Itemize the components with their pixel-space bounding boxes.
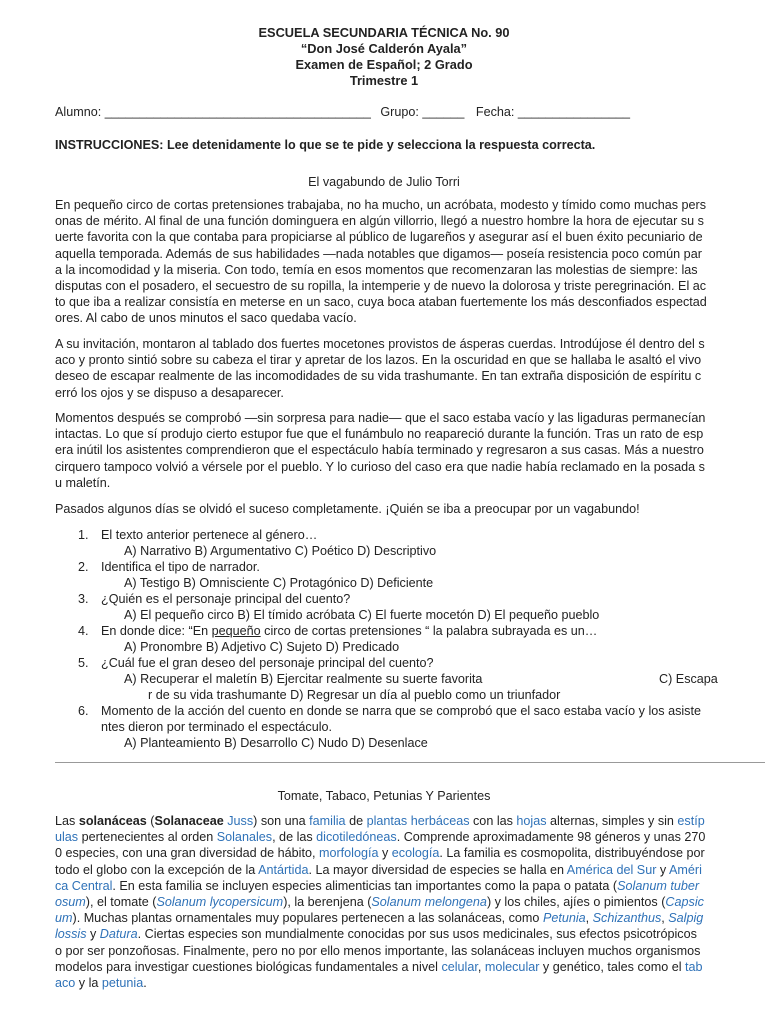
article-line <box>55 975 725 991</box>
article-text: y genético, tales como el <box>539 959 686 974</box>
article-link[interactable]: dicotiledóneas <box>316 830 397 845</box>
story-paragraph-3: Momentos después se comprobó —sin sorpresa para nadie— que el saco estaba vacío y las ligaduras permanecían intactas. Lo que sí produjo cierto estupor fue que el funámbulo no reapareció durante la función. Tras un rato de esp era inútil los asistentes comprendieron que el espectáculo había terminado y regresaron a sus casas. Más a nuestro cirquero tampoco volvió a vérsele por el pueblo. Y lo curioso del caso era que nadie había reclamado en la posada s u maletín. <box>55 411 706 490</box>
article-text: . La mayor diversidad de especies se halla en <box>308 862 567 877</box>
article-link[interactable]: Datura <box>99 927 138 942</box>
article-text: con las <box>469 814 517 828</box>
article-text: ) son una <box>253 814 310 828</box>
article-text: pertenecientes al orden <box>78 830 217 845</box>
section-divider <box>55 762 765 763</box>
article-link[interactable]: morfología <box>318 846 379 861</box>
article-text: ). Muchas plantas ornamentales muy populares pertenecen a las solanáceas, como <box>72 911 543 926</box>
question-4-options[interactable]: A) Pronombre B) Adjetivo C) Sujeto D) Predicado <box>124 640 400 654</box>
article-link[interactable]: Solanum lycopersicum <box>156 895 284 910</box>
exam-title: Examen de Español; 2 Grado <box>295 57 473 72</box>
article-link[interactable]: aco <box>55 976 76 991</box>
article-text: de <box>345 814 367 828</box>
article-text: alternas, simples y sin <box>546 814 678 828</box>
question-3: 3. ¿Quién es el personaje principal del cuento? <box>78 592 351 606</box>
question-6-cont: ntes dieron por terminado el espectáculo. <box>101 720 333 734</box>
article-line <box>55 862 725 878</box>
story-paragraph-1: En pequeño circo de cortas pretensiones trabajaba, no ha mucho, un acróbata, modesto y tímido como muchas pers onas de mérito. Al final de una función dominguera en algún villorrio, llegó a nuestro hombre la hora de ejecutar su s uerte favorita con la que contaba para propiciarse al público de lugareños y asegurar así el buen éxito pecuniario de aquella temporada. Además de sus habilidades —nada notables que digamos— poseía resistencia poco común par a la incomodidad y la miseria. Con todo, temía en esos momentos que recomenzaran las molestias de siempre: las disputas con el posadero, el secuestro de su ropilla, la intemperie y de nuevo la dolorosa y triste peregrinación. El ac to que iba a realizar consistía en meterse en un saco, cuya boca ataban fuertemente los más desconfiados espectad ores. Al cabo de unos minutos el saco quedaba vacío. <box>55 198 707 326</box>
article-link[interactable]: Capsic <box>665 895 704 910</box>
article-link[interactable]: ulas <box>55 830 79 845</box>
article-line <box>55 878 725 894</box>
article-link[interactable]: Antártida <box>258 862 309 877</box>
article-text: . Comprende aproximadamente 98 géneros y unas 270 <box>396 830 706 845</box>
article-link[interactable]: ecología <box>391 846 440 861</box>
article-text: Solanaceae <box>154 814 224 828</box>
question-5: 5. ¿Cuál fue el gran deseo del personaje principal del cuento? <box>78 656 434 670</box>
alumno-field[interactable]: Alumno: ______________________________________ <box>55 105 371 119</box>
article-text: solanáceas <box>78 814 147 828</box>
article-line <box>55 813 725 829</box>
question-1-options[interactable]: A) Narrativo B) Argumentativo C) Poético D) Descriptivo <box>124 544 437 558</box>
article-link[interactable]: Schizanthus <box>592 911 662 926</box>
article-link[interactable]: Juss <box>227 814 254 828</box>
article-line <box>55 959 725 975</box>
article-text: Las <box>55 814 79 828</box>
story-title: El vagabundo de Julio Torri <box>308 175 460 189</box>
exam-term: Trimestre 1 <box>349 73 419 88</box>
student-info-line <box>55 104 725 120</box>
article-text: . La familia es cosmopolita, distribuyéndose por <box>439 846 705 861</box>
article-text: ), la berenjena ( <box>283 895 372 910</box>
article-text: . Ciertas especies son mundialmente conocidas por sus usos medicinales, sus efectos psicotrópicos <box>137 927 697 942</box>
article-line <box>55 894 725 910</box>
article-link[interactable]: Solanum melongena <box>371 895 487 910</box>
question-2-options[interactable]: A) Testigo B) Omnisciente C) Protagónico D) Deficiente <box>124 576 434 590</box>
story-paragraph-4: Pasados algunos días se olvidó el suceso completamente. ¡Quién se iba a preocupar por un vagabundo! <box>55 502 640 516</box>
article-text: 0 especies, con una gran diversidad de hábito, <box>55 846 319 861</box>
article-link[interactable]: um <box>55 911 73 926</box>
article-title: Tomate, Tabaco, Petunias Y Parientes <box>277 789 491 803</box>
article-text: , de las <box>272 830 317 845</box>
article-text: y la <box>75 976 102 991</box>
article-text: . <box>143 976 147 991</box>
school-honoree: “Don José Calderón Ayala” <box>300 41 468 56</box>
article-text: , <box>585 911 593 926</box>
article-text: . En esta familia se incluyen especies alimenticias tan importantes como la papa o patata ( <box>112 878 618 893</box>
article-text: o por ser ponzoñosas. Finalmente, pero no por ello menos importante, las solanáceas incluyen muchos organismos <box>55 943 701 958</box>
article-link[interactable]: hojas <box>516 814 547 828</box>
story-paragraph-2: A su invitación, montaron al tablado dos fuertes mocetones provistos de ásperas cuerdas. Introdújose él dentro del s aco y pronto sintió sobre su cabeza el tirar y apretar de los lazos. En la oscuridad en que se hallaba le asaltó el vivo deseo de escapar realmente de las incomodidades de su vida trashumante. En tan extraña disposición de espíritu c erró los ojos y se dispuso a desaparecer. <box>55 337 705 400</box>
article-link[interactable]: Solanum tuber <box>617 878 700 893</box>
article-line <box>55 910 725 926</box>
article-link[interactable]: osum <box>55 895 86 910</box>
article-line <box>55 829 725 845</box>
question-6-options[interactable]: A) Planteamiento B) Desarrollo C) Nudo D) Desenlace <box>124 736 428 750</box>
article-link[interactable]: Salpig <box>668 911 704 926</box>
article-text: , <box>661 911 669 926</box>
fecha-field[interactable]: Fecha: ________________ <box>475 105 630 119</box>
article-line <box>55 926 725 942</box>
article-link[interactable]: molecular <box>484 959 540 974</box>
question-5-options[interactable]: A) Recuperar el maletín B) Ejercitar realmente su suerte favorita <box>124 672 483 686</box>
article-link[interactable]: tab <box>685 959 703 974</box>
article-text: ) y los chiles, ajíes o pimientos ( <box>486 895 666 910</box>
article-text: ( <box>146 814 155 828</box>
article-link[interactable]: lossis <box>55 927 87 942</box>
article-body <box>55 813 725 991</box>
article-link[interactable]: Petunia <box>542 911 586 926</box>
article-link[interactable]: América del Sur <box>566 862 657 877</box>
article-text: y <box>656 862 669 877</box>
question-2: 2. Identifica el tipo de narrador. <box>78 560 260 574</box>
article-text: todo el globo con la excepción de la <box>55 862 259 877</box>
article-link[interactable]: familia <box>309 814 346 828</box>
article-link[interactable]: estíp <box>677 814 705 828</box>
question-5-options-cont[interactable]: r de su vida trashumante D) Regresar un día al pueblo como un triunfador <box>148 688 561 702</box>
question-5-option-c[interactable]: C) Escapa <box>659 672 718 686</box>
article-link[interactable]: ca Central <box>55 878 113 893</box>
article-link[interactable]: Améri <box>669 862 702 877</box>
question-3-options[interactable]: A) El pequeño circo B) El tímido acróbata C) El fuerte mocetón D) El pequeño pueblo <box>124 608 600 622</box>
article-link[interactable]: petunia <box>101 976 144 991</box>
instructions: INSTRUCCIONES: Lee detenidamente lo que se te pide y selecciona la respuesta correcta. <box>55 138 596 152</box>
question-1: 1. El texto anterior pertenece al género… <box>78 528 318 542</box>
article-link[interactable]: plantas herbáceas <box>366 814 470 828</box>
article-text: , <box>477 959 485 974</box>
grupo-field[interactable]: Grupo: ______ <box>380 105 465 119</box>
article-link[interactable]: celular <box>441 959 478 974</box>
article-link[interactable]: Solanales <box>216 830 273 845</box>
school-name: ESCUELA SECUNDARIA TÉCNICA No. 90 <box>258 25 510 40</box>
article-text: y <box>378 846 392 861</box>
question-6: 6. Momento de la acción del cuento en donde se narra que se comprobó que el saco estaba vacío y los asiste <box>78 704 701 718</box>
article-text: modelos para investigar cuestiones biológicas fundamentales a nivel <box>55 959 442 974</box>
article-line <box>55 943 725 959</box>
question-4: 4. En donde dice: “En pequeño circo de cortas pretensiones “ la palabra subrayada es un… <box>78 624 598 638</box>
article-line <box>55 845 725 861</box>
article-text: y <box>86 927 100 942</box>
article-text: ), el tomate ( <box>85 895 157 910</box>
